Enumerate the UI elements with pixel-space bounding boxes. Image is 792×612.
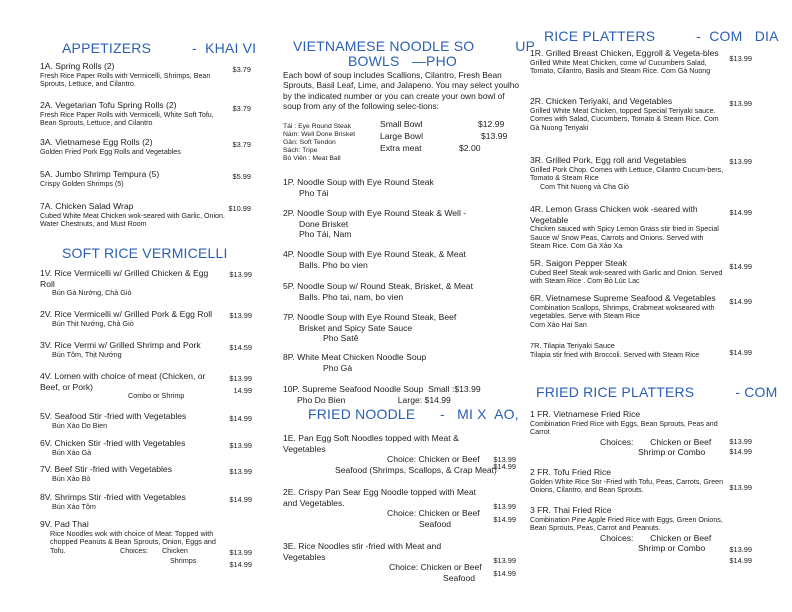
item-price: $13.99 [493, 455, 516, 464]
item-price: $14.99 [729, 348, 752, 357]
pho-title: VIETNAMESE NOODLE SO UP [293, 38, 536, 54]
item-price: $13.99 [229, 270, 252, 279]
item-price: $13.99 [493, 556, 516, 565]
menu-item: 5R. Saigon Pepper Steak Cubed Beef Steak wok-seared with Garlic and Onion. Served with Steam Rice . Com Bò Lúc Lac [530, 258, 723, 286]
item-price: $13.99 [493, 502, 516, 511]
item-price: $14.99 [493, 515, 516, 524]
item-price: $13.99 [729, 437, 752, 446]
menu-item: 5A. Jumbo Shrimp Tempura (5) Crispy Golden Shrimps (5) [40, 169, 160, 188]
item-price: $10.99 [228, 204, 251, 213]
menu-item: 5V. Seafood Stir -fried with Vegetables Bún Xào Do Bien [40, 411, 187, 430]
menu-item: 8P. White Meat Chicken Noodle Soup Pho Gà [283, 352, 427, 373]
menu-item: 3R. Grilled Pork, Egg roll and Vegetables Grilled Pork Chop. Comes with Lettuce, Cilantro Cucum-bers, Tomato & Steam Rice Com Thit Nuong và Cha Giò [530, 155, 724, 191]
item-price: 14.99 [233, 386, 252, 395]
menu-item: 1E. Pan Egg Soft Noodles topped with Meat & Vegetables Choice: Chicken or Beef Seafood (Shrimps, Scallops, & Crap Meat) [283, 433, 497, 475]
item-price: $13.99 [229, 374, 252, 383]
item-price: $13.99 [729, 54, 752, 63]
item-price: $14.59 [229, 343, 252, 352]
menu-item: 5P. Noodle Soup w/ Round Steak, Brisket, & Meat Balls. Pho tai, nam, bo vien [283, 281, 473, 302]
menu-item: 9V. Pad Thai Rice Noodles wok with choice of Meat: Topped with chopped Peanuts & Bean Sprouts, Onion, Eggs and Tofu. Choices: Chicken Shrimps [40, 519, 216, 565]
menu-item: 2A. Vegetarian Tofu Spring Rolls (2) Fresh Rice Paper Rolls with Vermicelli, White Soft Tofu, Bean Sprouts, Lettuce, and Cilantro [40, 100, 214, 128]
menu-item: 6V. Chicken Stir -fried with Vegetables Bún Xào Gà [40, 438, 186, 457]
vermicelli-title: SOFT RICE VERMICELLI [62, 245, 228, 261]
item-price: $13.99 [229, 311, 252, 320]
menu-item: 7R. Tilapia Teriyaki Sauce Tilapia stir fried with Broccoli. Served with Steam Rice [530, 341, 700, 359]
item-price: $14.99 [729, 556, 752, 565]
item-price: $14.99 [729, 262, 752, 271]
fried-rice-title: FRIED RICE PLATTERS - COM [536, 384, 778, 400]
menu-item: 2R. Chicken Teriyaki, and Vegetables Grilled White Meat Chicken, topped Special Teriyaki sauce. Comes with Salad, Cucumbers, Tomato & Steam Rice. Com Gà Nuong Teriyaki [530, 96, 719, 132]
pho-glossary: Tái : Eye Round Steak Nám: Well Done Brisket Gân: Soft Tendon Sách: Tripe Bò Viên : Meat Ball [283, 123, 356, 163]
item-price: $13.99 [729, 483, 752, 492]
menu-item: 1 FR. Vietnamese Fried Rice Combination Fried Rice with Eggs, Bean Sprouts, Peas and Carrot Choices: Chicken or Beef Shrimp or Combo [530, 409, 718, 458]
menu-item: 6R. Vietnamese Supreme Seafood & Vegetables Combination Scallops, Shrimps, Crabmeat wokseared with vegetables. Serve with Steam Rice Com Xào Hai San [530, 293, 716, 329]
item-price: $13.99 [729, 545, 752, 554]
item-price: $13.99 [729, 157, 752, 166]
item-price: $3.79 [232, 65, 251, 74]
item-price: $13.99 [229, 441, 252, 450]
menu-item: 1R. Grilled Breast Chicken, Eggroll & Vegeta-bles Grilled White Meat Chicken, come w/ Cucumbers Salad, Tomato, Cilantro, Basils and Steam Rice. Com Gà Nuong [530, 48, 719, 76]
item-price: $14.99 [229, 495, 252, 504]
item-price: $14.99 [729, 208, 752, 217]
menu-item: 3V. Rice Vermi w/ Grilled Shrimp and Pork Bún Tôm, Thịt Nướng [40, 340, 201, 359]
item-price: $14.99 [493, 462, 516, 471]
item-price: $14.99 [229, 414, 252, 423]
menu-item: 8V. Shrimps Stir -fried with Vegetables Bún Xào Tôm [40, 492, 186, 511]
item-price: $3.79 [232, 140, 251, 149]
item-price: $3.79 [232, 104, 251, 113]
item-price: $14.99 [493, 569, 516, 578]
item-price: $14.99 [729, 447, 752, 456]
menu-item: 4P. Noodle Soup with Eye Round Steak, & Meat Balls. Pho bo vien [283, 249, 466, 270]
menu-item: 2P. Noodle Soup with Eye Round Steak & Well - Done Brisket Pho Tái, Nam [283, 208, 467, 239]
fried-noodle-title: FRIED NOODLE - MI X AO, [308, 406, 519, 422]
menu-item: 1V. Rice Vermicelli w/ Grilled Chicken & Egg Roll Bún Gà Nướng, Chả Giò [40, 268, 209, 297]
item-price: $13.99 [229, 548, 252, 557]
item-price: $13.99 [229, 467, 252, 476]
item-price: $14.99 [229, 560, 252, 569]
menu-item: 10P. Supreme Seafood Noodle Soup Small :$13.99 Pho Do Bien Large: $14.99 [283, 384, 481, 405]
item-price: $13.99 [729, 99, 752, 108]
menu-item: 7A. Chicken Salad Wrap Cubed White Meat Chicken wok-seared with Garlic, Onion. Water Chestnuts, and Must Room [40, 201, 225, 229]
menu-item: 3 FR. Thai Fried Rice Combination Pine Apple Fried Rice with Eggs, Green Onions, Bean Sprouts, Peas, Carrot and Peanuts. Choices: Chicken or Beef Shrimp or Combo [530, 505, 723, 554]
menu-item: 7V. Beef Stir -fried with Vegetables Bún Xào Bò [40, 464, 173, 483]
pho-intro: Each bowl of soup includes Scallions, Cilantro, Fresh Bean Sprouts, Basil Leaf, Lime, and Jalapeno. You may select youlho by the indicated number or you can create your own bowl of soup from any of the following selec-tions: [283, 70, 520, 112]
menu-item: 1P. Noodle Soup with Eye Round Steak Pho Tái [283, 177, 434, 198]
menu-item: 2 FR. Tofu Fried Rice Golden White Rice Stir -Fried with Tofu, Peas, Carrots, Green Onions, Cilantro, and Bean Sprouts. [530, 467, 724, 495]
menu-item: 2E. Crispy Pan Sear Egg Noodle topped with Meat and Vegetables. Choice: Chicken or Beef Seafood [283, 487, 480, 529]
menu-item: 7P. Noodle Soup with Eye Round Steak, Beef Brisket and Spicy Sate Sauce Pho Satê [283, 312, 457, 343]
menu-item: 2V. Rice Vermicelli w/ Grilled Pork & Egg Roll Bún Thịt Nướng, Chả Giò [40, 309, 213, 328]
menu-item: 4V. Lomen with choice of meat (Chicken, or Beef, or Pork) Combo or Shrimp [40, 371, 206, 400]
rice-platters-title: RICE PLATTERS - COM DIA [544, 28, 779, 44]
menu-item: 4R. Lemon Grass Chicken wok -seared with Vegetable Chicken sauced with Spicy Lemon Grass stir fried in Special Sauce w/ Snow Peas, Carrots and Onions. Served with Steam Rice. Com Gà Xào Xa [530, 204, 719, 251]
item-price: $14.99 [729, 297, 752, 306]
menu-item: 3A. Vietnamese Egg Rolls (2) Golden Fried Pork Egg Rolls and Vegetables [40, 137, 181, 156]
menu-item: 1A. Spring Rolls (2) Fresh Rice Paper Rolls with Vermicelli, Shrimps, Bean Sprouts, Lettuce, and Cilantro. [40, 61, 211, 89]
item-price: $5.99 [232, 172, 251, 181]
appetizers-title: APPETIZERS - KHAI VI [62, 40, 257, 56]
menu-item: 3E. Rice Noodles stir -fried with Meat and Vegetables Choice: Chicken or Beef Seafood [283, 541, 482, 583]
pho-title-line2: BOWLS —PHO [348, 53, 457, 69]
